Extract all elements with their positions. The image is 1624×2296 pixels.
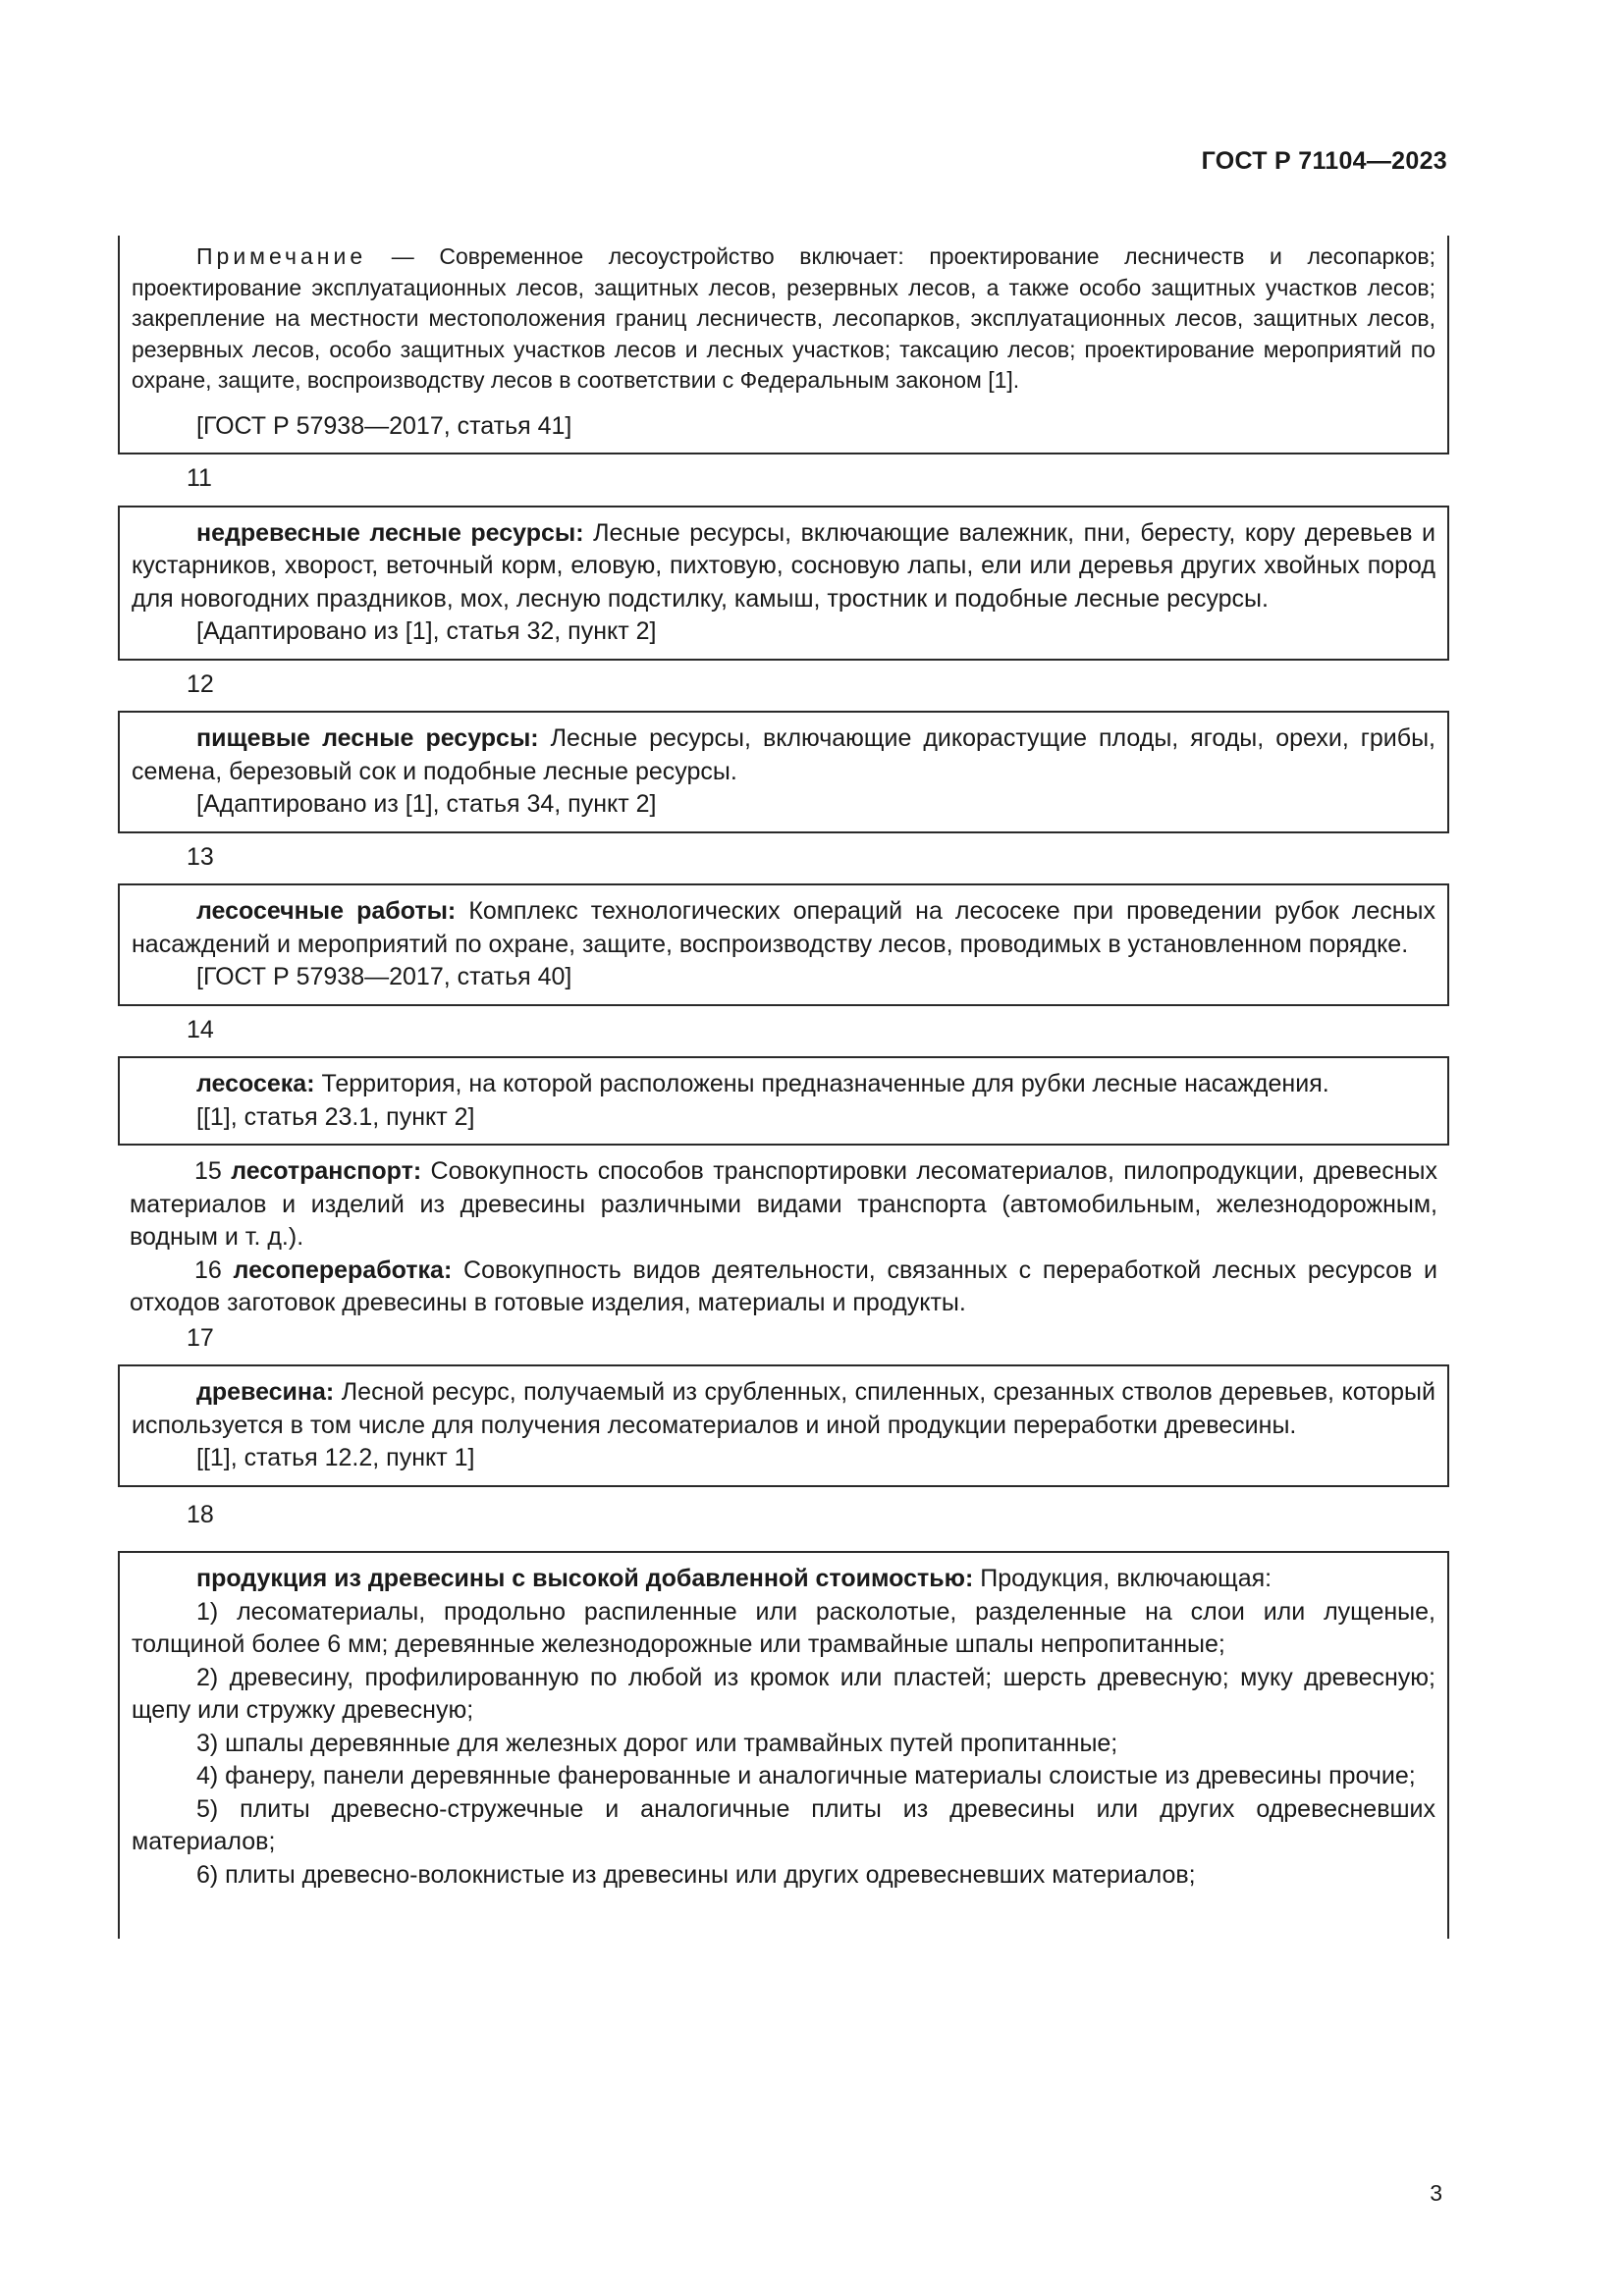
term-source: [ГОСТ Р 57938—2017, статья 40] xyxy=(196,963,572,990)
term-definition-paragraph xyxy=(132,722,1435,788)
note-paragraph xyxy=(132,241,1435,397)
term-number: 11 xyxy=(187,464,212,492)
term-definition: Лесной ресурс, получаемый из срубленных, спиленных, срезанных стволов деревьев, который используется в том числе для получения лесоматериалов и иной продукции переработки древесины. xyxy=(132,1378,1435,1439)
term-name: лесосека: xyxy=(196,1070,315,1097)
term-definition-paragraph xyxy=(132,517,1435,616)
term-number: 12 xyxy=(187,669,214,698)
term-box xyxy=(118,506,1449,661)
term-source: [Адаптировано из [1], статья 32, пункт 2] xyxy=(196,617,657,645)
term-box xyxy=(118,1364,1449,1487)
term-number: 14 xyxy=(187,1015,214,1043)
term-definition: Лесные ресурсы, включающие валежник, пни, бересту, кору деревьев и кустарников, хворост, веточный корм, еловую, пихтовую, сосновую лапы, ели или деревья других хвойных пород для новогодних праздников, мох, лесную подстилку, камыш, тростник и подобные лесные ресурсы. xyxy=(132,518,1435,613)
term-name: лесосечные работы: xyxy=(196,897,457,925)
term-box xyxy=(118,711,1449,833)
term-box xyxy=(118,883,1449,1006)
term-box xyxy=(118,1551,1449,1939)
term-number: 15 xyxy=(194,1157,222,1185)
note-text: — Современное лесоустройство включает: проектирование лесничеств и лесопарков; проектирование эксплуатационных лесов, защитных лесов, резервных лесов, а также особо защитных участков лесов; закрепление на местности местоположения границ лесничеств, лесопарков, эксплуатационных лесов, защитных лесов, резервных лесов, особо защитных участков лесов и лесных участков; таксацию лесов; проектирование мероприятий по охране, защите, воспроизводству лесов в соответствии с Федеральным законом [1]. xyxy=(132,243,1435,393)
term-number: 16 xyxy=(194,1255,222,1284)
term-name: недревесные лесные ресурсы: xyxy=(196,518,584,547)
term-definition-paragraph xyxy=(132,1376,1435,1442)
term-definition: Продукция, включающая: xyxy=(973,1565,1272,1592)
note-box xyxy=(118,236,1449,454)
term-definition-paragraph xyxy=(132,1563,1435,1596)
document-code: ГОСТ Р 71104—2023 xyxy=(1201,147,1447,175)
term-name: лесопереработка: xyxy=(233,1255,453,1284)
list-item: 5) плиты древесно-стружечные и аналогичные плиты из древесины или других одревесневших материалов; xyxy=(132,1794,1435,1855)
inline-term-paragraph xyxy=(118,1155,1449,1255)
term-definition: Совокупность видов деятельности, связанных с переработкой лесных ресурсов и отходов заготовок древесины в готовые изделия, материалы и продукты. xyxy=(130,1255,1437,1316)
note-label: Примечание xyxy=(196,243,367,269)
term-definition-paragraph xyxy=(132,1068,1435,1101)
list-item: 6) плиты древесно-волокнистые из древесины или других одревесневших материалов; xyxy=(196,1860,1196,1889)
page-content xyxy=(118,236,1449,1939)
list-item: 1) лесоматериалы, продольно распиленные или расколотые, разделенные на слои или лущеные, толщиной более 6 мм; деревянные железнодорожные или трамвайные шпалы непропитанные; xyxy=(132,1597,1435,1658)
term-source: [[1], статья 23.1, пункт 2] xyxy=(196,1102,475,1131)
term-source: [[1], статья 12.2, пункт 1] xyxy=(196,1444,475,1471)
term-number: 13 xyxy=(187,842,214,871)
term-definition: Комплекс технологических операций на лесосеке при проведении рубок лесных насаждений и мероприятий по охране, защите, воспроизводству лесов, проводимых в установленном порядке. xyxy=(132,897,1435,958)
term-definition: Совокупность способов транспортировки лесоматериалов, пилопродукции, древесных материалов и изделий из древесины различными видами транспорта (автомобильным, железнодорожным, водным и т. д.). xyxy=(130,1157,1437,1251)
term-number: 18 xyxy=(187,1500,214,1528)
term-name: древесина: xyxy=(196,1378,335,1406)
term-source: [Адаптировано из [1], статья 34, пункт 2] xyxy=(196,790,657,818)
term-definition: Лесные ресурсы, включающие дикорастущие плоды, ягоды, орехи, грибы, семена, березовый сок и подобные лесные ресурсы. xyxy=(132,724,1435,785)
term-definition: Территория, на которой расположены предназначенные для рубки лесные насаждения. xyxy=(314,1070,1329,1097)
term-name: лесотранспорт: xyxy=(231,1157,422,1185)
list-item: 4) фанеру, панели деревянные фанерованные и аналогичные материалы слоистые из древесины прочие; xyxy=(196,1762,1416,1789)
note-source: [ГОСТ Р 57938—2017, статья 41] xyxy=(196,411,572,440)
page-number: 3 xyxy=(1430,2180,1442,2206)
term-name: продукция из древесины с высокой добавленной стоимостью: xyxy=(196,1565,974,1592)
term-box xyxy=(118,1056,1449,1146)
list-item: 2) древесину, профилированную по любой из кромок или пластей; шерсть древесную; муку древесную; щепу или стружку древесную; xyxy=(132,1663,1435,1724)
list-item: 3) шпалы деревянные для железных дорог или трамвайных путей пропитанные; xyxy=(196,1729,1118,1757)
inline-term-paragraph xyxy=(118,1255,1449,1320)
term-name: пищевые лесные ресурсы: xyxy=(196,724,539,752)
term-number: 17 xyxy=(187,1323,214,1352)
term-definition-paragraph xyxy=(132,895,1435,961)
